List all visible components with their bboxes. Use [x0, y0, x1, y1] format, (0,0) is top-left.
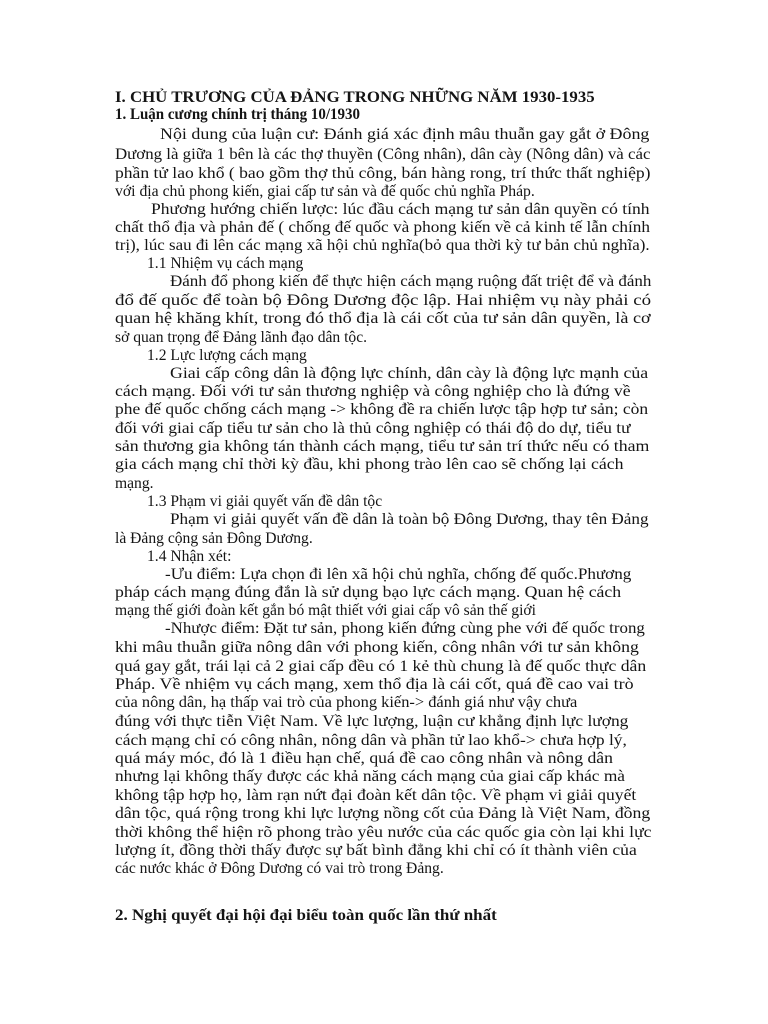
subsection-label: 1.2 Lực lượng cách mạng — [147, 347, 307, 364]
body-line: Dương là giữa 1 bên là các thợ thuyền (Công nhân), dân cày (Nông dân) và các — [115, 146, 651, 163]
body-line: Pháp. Về nhiệm vụ cách mạng, xem thổ địa là cái cốt, quá đề cao vai trò — [115, 676, 634, 693]
body-line: khi mâu thuẫn giữa nông dân với phong kiến, công nhân với tư sản không — [115, 639, 639, 656]
body-line: phần tử lao khổ ( bao gồm thợ thủ công, bán hàng rong, trí thức thất nghiệp) — [115, 165, 651, 182]
body-line: sở quan trọng để Đảng lãnh đạo dân tộc. — [115, 329, 368, 346]
body-line: Đánh đổ phong kiến để thực hiện cách mạng ruộng đất triệt để và đánh — [170, 273, 652, 290]
body-line: các nước khác ở Đông Dương có vai trò trong Đảng. — [115, 860, 444, 877]
body-line: dân tộc, quá rộng trong khi lực lượng nồng cốt của Đảng là Việt Nam, đồng — [115, 805, 651, 822]
body-line: với địa chủ phong kiến, giai cấp tư sản và đế quốc chủ nghĩa Pháp. — [115, 183, 535, 200]
body-line: đối với giai cấp tiểu tư sản cho là thủ công nghiệp có thái độ do dự, tiểu tư — [115, 420, 631, 437]
subsection-label: 1.4 Nhận xét: — [147, 548, 232, 565]
body-line: Giai cấp công dân là động lực chính, dân cày là động lực mạnh của — [170, 365, 649, 382]
body-line: mạng thế giới đoàn kết gắn bó mật thiết với giai cấp vô sản thế giới — [115, 602, 536, 619]
body-line: đổ đế quốc để toàn bộ Đông Dương độc lập. Hai nhiệm vụ này phải có — [115, 292, 652, 309]
body-line: quá gay gắt, trái lại cả 2 giai cấp đều có 1 kẻ thù chung là đế quốc thực dân — [115, 658, 647, 675]
subsection-heading: 1. Luận cương chính trị tháng 10/1930 — [115, 106, 360, 123]
body-line: là Đảng cộng sản Đông Dương. — [115, 530, 313, 547]
subsection-label: 1.3 Phạm vi giải quyết vấn đề dân tộc — [147, 493, 383, 510]
body-line: cách mạng chỉ có công nhân, nông dân và phần tử lao khổ-> chưa hợp lý, — [115, 732, 627, 749]
body-line: phe đế quốc chống cách mạng -> không đề ra chiến lược tập hợp tư sản; còn — [115, 401, 649, 418]
body-line: không tập hợp họ, làm rạn nứt đại đoàn kết dân tộc. Về phạm vi giải quyết — [115, 787, 637, 804]
body-line: mạng. — [115, 475, 154, 492]
body-line: quan hệ khăng khít, trong đó thổ địa là cái cốt của tư sản dân quyền, là cơ — [115, 310, 651, 327]
body-line: -Ưu điểm: Lựa chọn đi lên xã hội chủ nghĩa, chống đế quốc.Phương — [165, 566, 632, 583]
body-line: Phạm vi giải quyết vấn đề dân là toàn bộ Đông Dương, thay tên Đảng — [170, 511, 649, 528]
body-line: nhưng lại không thấy được các khả năng cách mạng của giai cấp khác mà — [115, 768, 625, 785]
body-line: chất thổ địa và phản đế ( chống đế quốc và phong kiến về cả kinh tế lẫn chính — [115, 219, 650, 236]
body-line: quá máy móc, đó là 1 điều hạn chế, quá đề cao công nhân và nông dân — [115, 750, 613, 767]
body-line: cách mạng. Đối với tư sản thương nghiệp và công nghiệp cho là đứng về — [115, 383, 631, 400]
body-line: của nông dân, hạ thấp vai trò của phong kiến-> đánh giá như vậy chưa — [115, 694, 578, 711]
body-line: gia cách mạng chỉ thời kỳ đầu, khi phong trào lên cao sẽ chống lại cách — [115, 456, 624, 473]
section-heading: I. CHỦ TRƯƠNG CỦA ĐẢNG TRONG NHỮNG NĂM 1930-1935 — [115, 89, 595, 106]
body-line: -Nhược điểm: Đặt tư sản, phong kiến đứng cùng phe với đế quốc trong — [165, 620, 645, 637]
body-line: trị), lúc sau đi lên các mạng xã hội chủ nghĩa(bỏ qua thời kỳ tư bản chủ nghĩa). — [115, 237, 650, 254]
body-line: sản thương gia không tán thành cách mạng, tiểu tư sản trí thức nếu có tham — [115, 438, 650, 455]
body-line: thời không thể hiện rõ phong trào yêu nước của các quốc gia còn lại khi lực — [115, 824, 652, 841]
body-line: đúng với thực tiễn Việt Nam. Về lực lượng, luận cư khẳng định lực lượng — [115, 713, 629, 730]
body-line: lượng ít, đồng thời thấy được sự bất bình đẳng khi chỉ có ít thành viên của — [115, 842, 637, 859]
body-line: Phương hướng chiến lược: lúc đầu cách mạng tư sản dân quyền có tính — [151, 201, 650, 218]
body-line: pháp cách mạng đúng đắn là sử dụng bạo lực cách mạng. Quan hệ cách — [115, 584, 622, 601]
body-line: Nội dung của luận cư: Đánh giá xác định mâu thuẫn gay gắt ở Đông — [160, 126, 650, 143]
subsection-label: 1.1 Nhiệm vụ cách mạng — [147, 255, 304, 272]
subsection-heading: 2. Nghị quyết đại hội đại biểu toàn quốc lần thứ nhất — [115, 907, 497, 924]
